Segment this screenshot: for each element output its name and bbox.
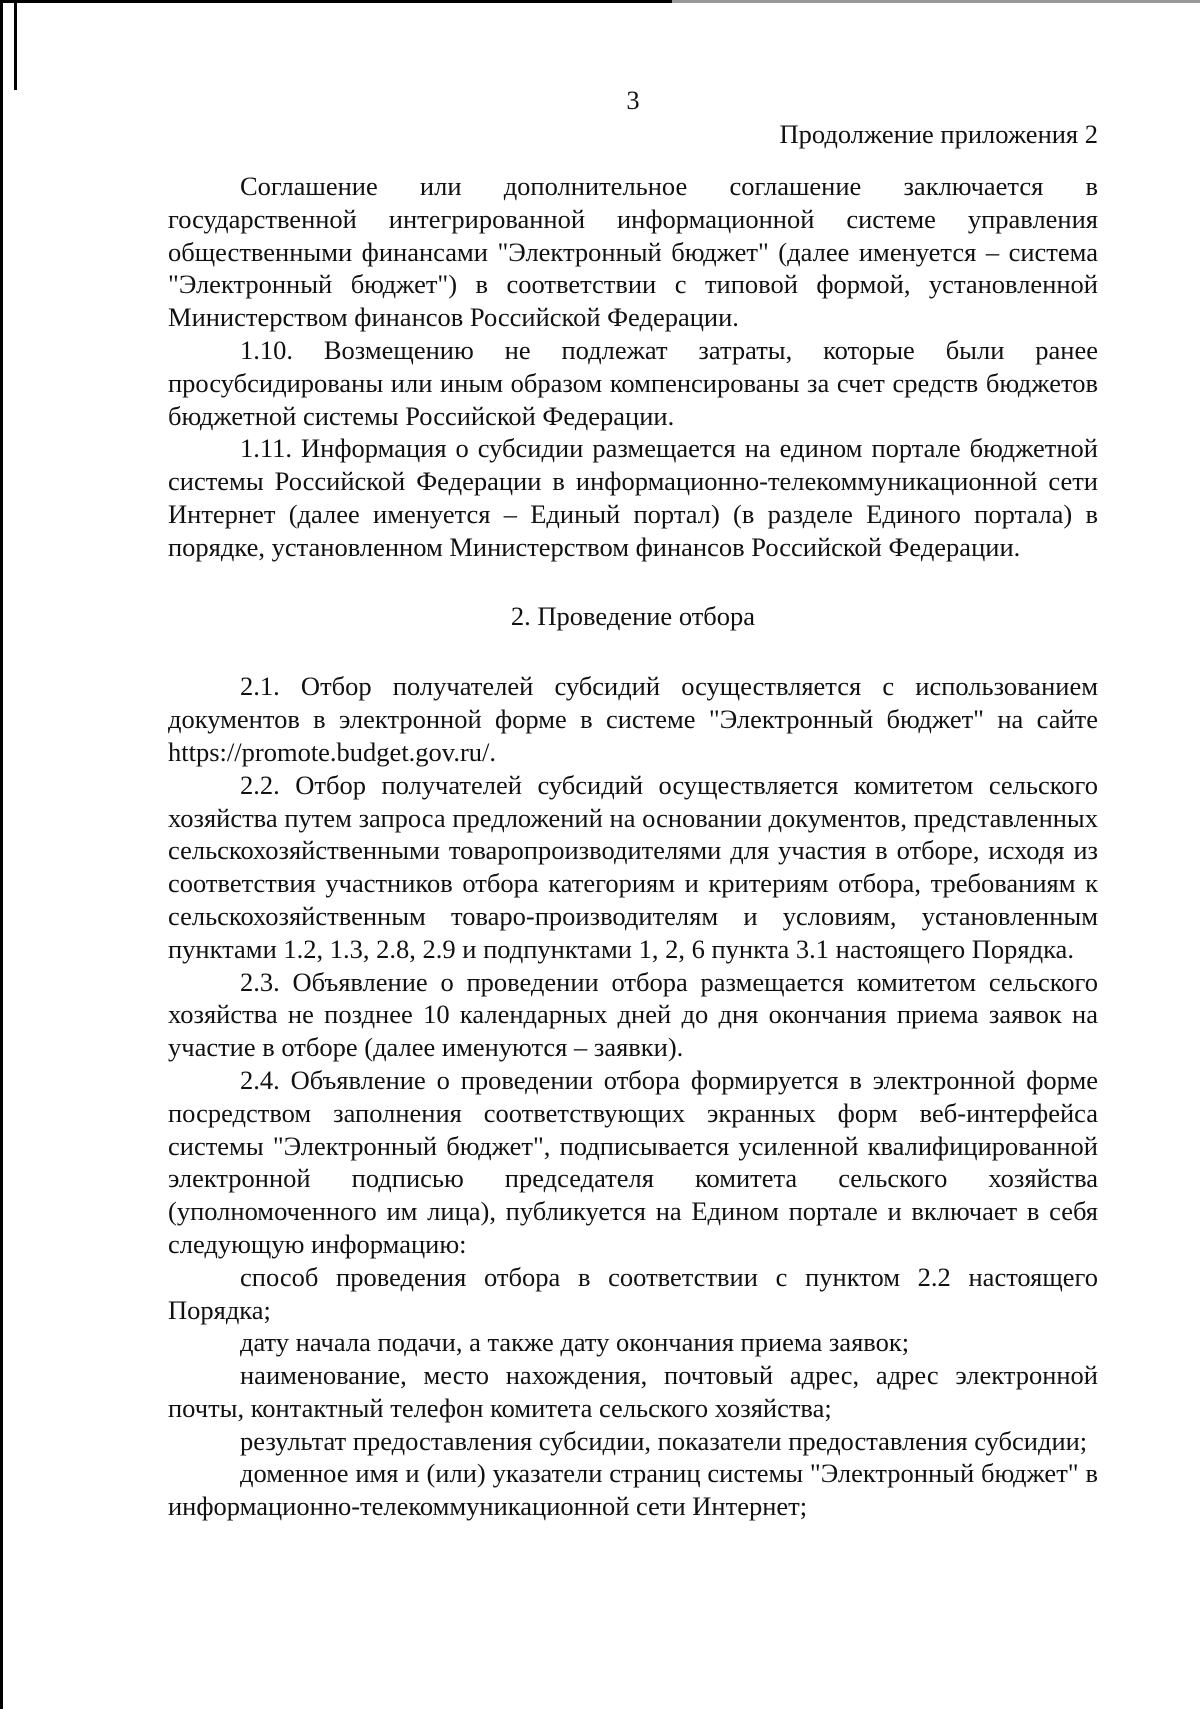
paragraph-2-3: 2.3. Объявление о проведении отбора размещается комитетом сельского хозяйства не позднее 10 календарных дней до дня окончания приема заявок на участие в отборе (далее именуются – заявки).: [168, 966, 1098, 1063]
paragraph-agreement-system: Соглашение или дополнительное соглашение заключается в государственной интегрированной информационной системе управления общественными финансами "Электронный бюджет" (далее именуется – система "Электронный бюджет") в соответствии с типовой формой, установленной Министерством финансов Российской Федерации.: [168, 171, 1098, 333]
list-item-domain-name: доменное имя и (или) указатели страниц системы "Электронный бюджет" в информационно-телекоммуникационной сети Интернет;: [168, 1458, 1098, 1522]
list-item-application-dates: дату начала подачи, а также дату окончания приема заявок;: [240, 1327, 910, 1358]
section-heading: 2. Проведение отбора: [510, 600, 756, 631]
document-page: [168, 84, 1098, 1523]
paragraph-2-4: 2.4. Объявление о проведении отбора формируется в электронной форме посредством заполнения соответствующих экранных форм веб-интерфейса системы "Электронный бюджет", подписывается усиленной квалифицированной электронной подписью председателя комитета сельского хозяйства (уполномоченного им лица), публикуется на Едином портале и включает в себя следующую информацию:: [168, 1064, 1098, 1259]
scan-edge-top: [0, 0, 1200, 3]
scan-edge-left-inner: [14, 0, 17, 90]
paragraph-1-10: 1.10. Возмещению не подлежат затраты, которые были ранее просубсидированы или иным образом компенсированы за счет средств бюджетов бюджетной системы Российской Федерации.: [168, 334, 1098, 431]
paragraph-1-11: 1.11. Информация о субсидии размещается на едином портале бюджетной системы Российской Федерации в информационно-телекоммуникационной сети Интернет (далее именуется – Единый портал) (в разделе Единого портала) в порядке, установленном Министерством финансов Российской Федерации.: [168, 433, 1098, 562]
paragraph-2-2: 2.2. Отбор получателей субсидий осуществляется комитетом сельского хозяйства путем запроса предложений на основании документов, представленных сельскохозяйственными товаропроизводителями для участия в отборе, исходя из соответствия участников отбора категориям и критериям отбора, требованиям к сельскохозяйственным товаро-производителям и условиям, установленным пунктами 1.2, 1.3, 2.8, 2.9 и подпунктами 1, 2, 6 пункта 3.1 настоящего Порядка.: [168, 769, 1098, 964]
page-number: 3: [626, 85, 640, 115]
appendix-continuation-label: Продолжение приложения 2: [779, 119, 1098, 149]
list-item-subsidy-result: результат предоставления субсидии, показатели предоставления субсидии;: [240, 1425, 1088, 1456]
list-item-selection-method: способ проведения отбора в соответствии с пунктом 2.2 настоящего Порядка;: [168, 1261, 1098, 1325]
scan-edge-left: [0, 0, 3, 1709]
list-item-committee-contacts: наименование, место нахождения, почтовый адрес, адрес электронной почты, контактный телефон комитета сельского хозяйства;: [168, 1360, 1098, 1423]
paragraph-2-1: 2.1. Отбор получателей субсидий осуществляется с использованием документов в электронной форме в системе "Электронный бюджет" на сайте https://promote.budget.gov.ru/.: [168, 671, 1098, 767]
